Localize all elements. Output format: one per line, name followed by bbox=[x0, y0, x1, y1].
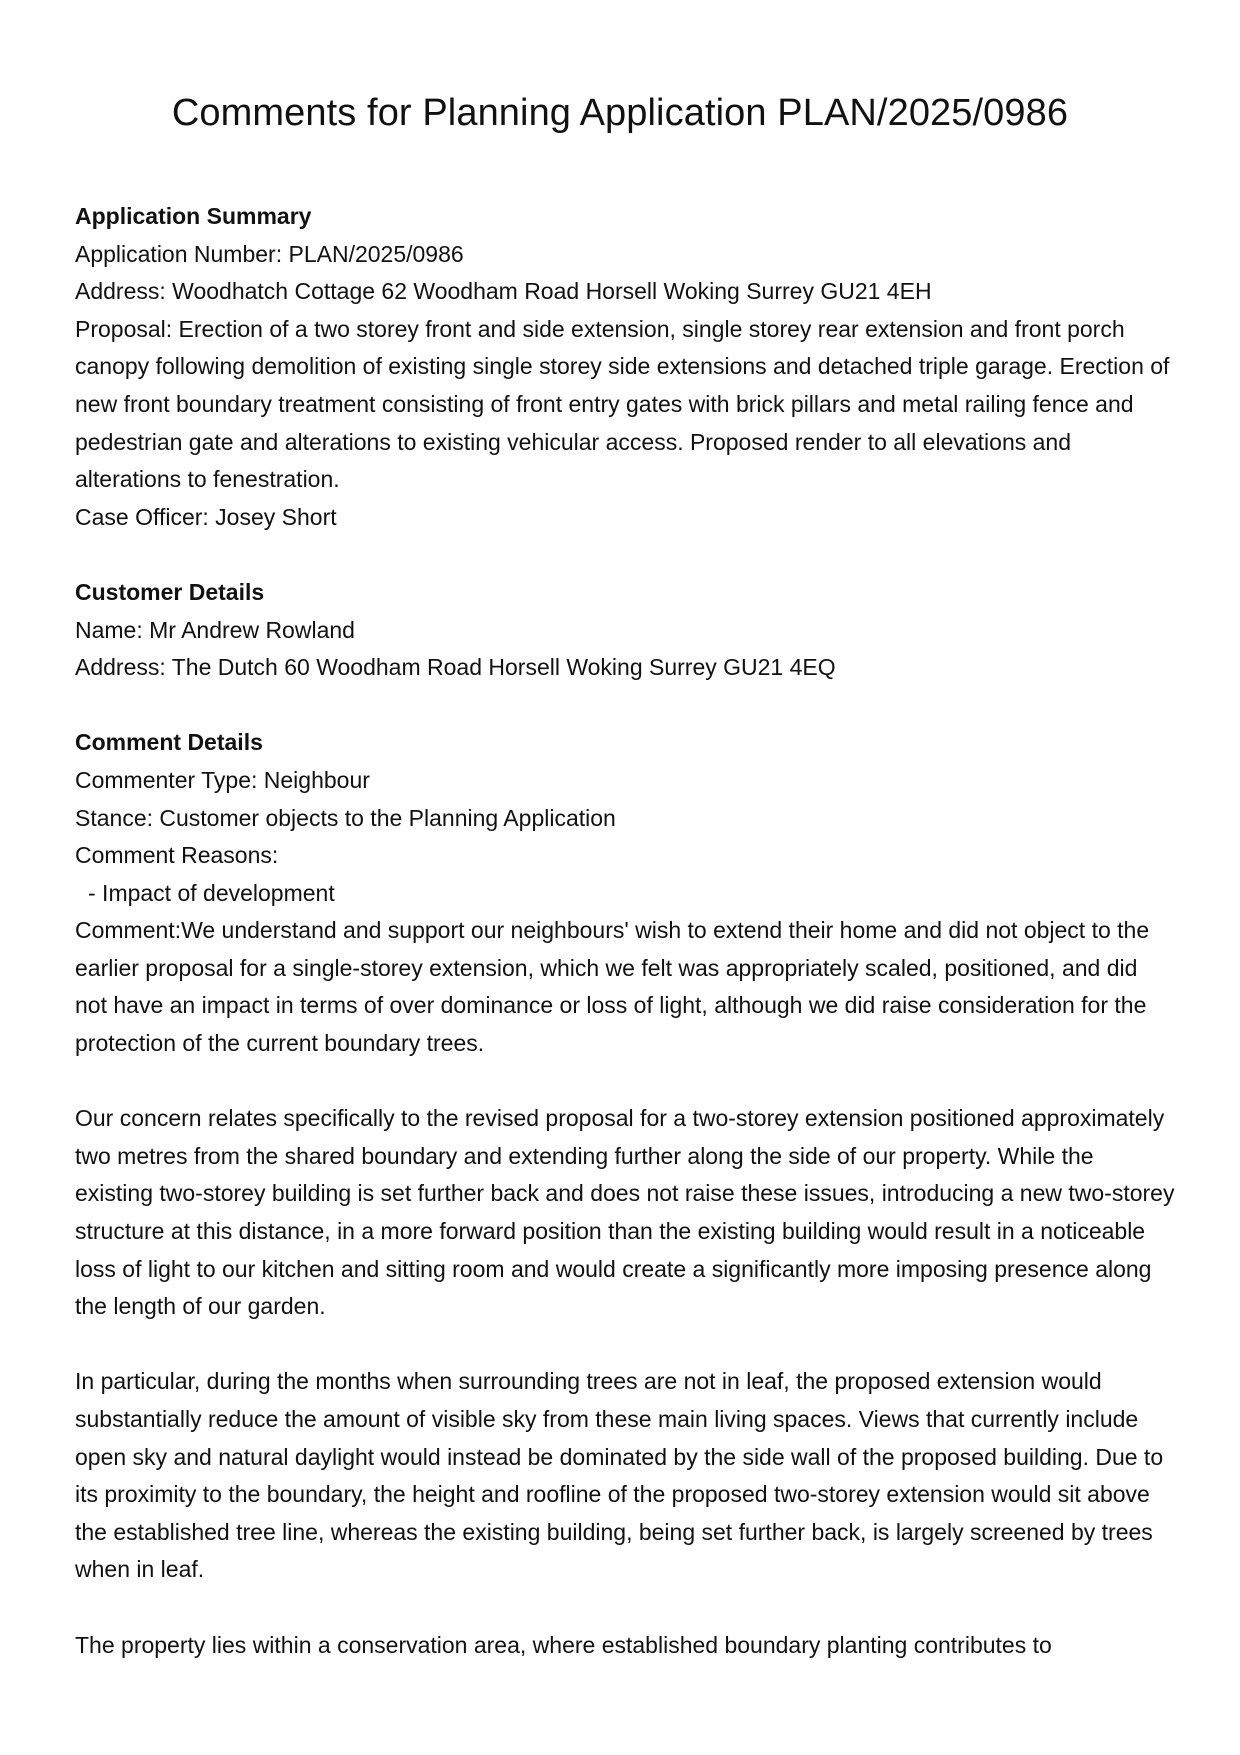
application-proposal: Proposal: Erection of a two storey front and side extension, single storey rear extension and front porch canopy following demolition of existing single storey side extensions and detached triple garage. Erection of new front boundary treatment consisting of front entry gates with brick pillars and metal railing fence and pedestrian gate and alterations to existing vehicular access. Proposed render to all elevations and alterations to fenestration. bbox=[75, 315, 1170, 493]
comment-details-heading: Comment Details bbox=[75, 729, 263, 756]
comment-reason-item: - Impact of development bbox=[88, 879, 335, 906]
comment-details-section bbox=[75, 724, 1175, 1664]
application-summary-heading: Application Summary bbox=[75, 203, 312, 229]
page-title: Comments for Planning Application PLAN/2025/0986 bbox=[171, 92, 1069, 134]
comment-paragraph: In particular, during the months when surrounding trees are not in leaf, the proposed extension would substantially reduce the amount of visible sky from these main living spaces. Views that currently include open sky and natural daylight would instead be dominated by the side wall of the proposed building. Due to its proximity to the boundary, the height and roofline of the proposed two-storey extension would sit above the established tree line, whereas the existing building, being set further back, is largely screened by trees when in leaf. bbox=[75, 1368, 1164, 1583]
customer-details-heading: Customer Details bbox=[75, 578, 265, 605]
comment-paragraph: The property lies within a conservation area, where established boundary planting contributes to bbox=[75, 1631, 1052, 1658]
stance: Stance: Customer objects to the Planning Application bbox=[75, 804, 616, 831]
case-officer: Case Officer: Josey Short bbox=[75, 503, 337, 530]
customer-address: Address: The Dutch 60 Woodham Road Horsell Woking Surrey GU21 4EQ bbox=[75, 654, 836, 681]
application-address: Address: Woodhatch Cottage 62 Woodham Road Horsell Woking Surrey GU21 4EH bbox=[75, 278, 932, 305]
customer-details-section bbox=[75, 574, 1175, 687]
application-summary-section bbox=[75, 198, 1175, 536]
comment-paragraph: Comment:We understand and support our neighbours' wish to extend their home and did not object to the earlier proposal for a single-storey extension, which we felt was appropriately scaled, positioned, and did not have an impact in terms of over dominance or loss of light, although we did raise consideration for the protection of the current boundary trees. bbox=[75, 917, 1150, 1057]
application-number: Application Number: PLAN/2025/0986 bbox=[75, 240, 464, 267]
comment-paragraph: Our concern relates specifically to the revised proposal for a two-storey extension positioned approximately two metres from the shared boundary and extending further along the side of our property. While the existing two-storey building is set further back and does not raise these issues, introducing a new two-storey structure at this distance, in a more forward position than the existing building would result in a noticeable loss of light to our kitchen and sitting room and would create a significantly more imposing presence along the length of our garden. bbox=[75, 1105, 1175, 1320]
document-body bbox=[75, 198, 1175, 1664]
commenter-type: Commenter Type: Neighbour bbox=[75, 766, 370, 793]
comment-reasons-label: Comment Reasons: bbox=[75, 842, 279, 869]
customer-name: Name: Mr Andrew Rowland bbox=[75, 616, 355, 643]
